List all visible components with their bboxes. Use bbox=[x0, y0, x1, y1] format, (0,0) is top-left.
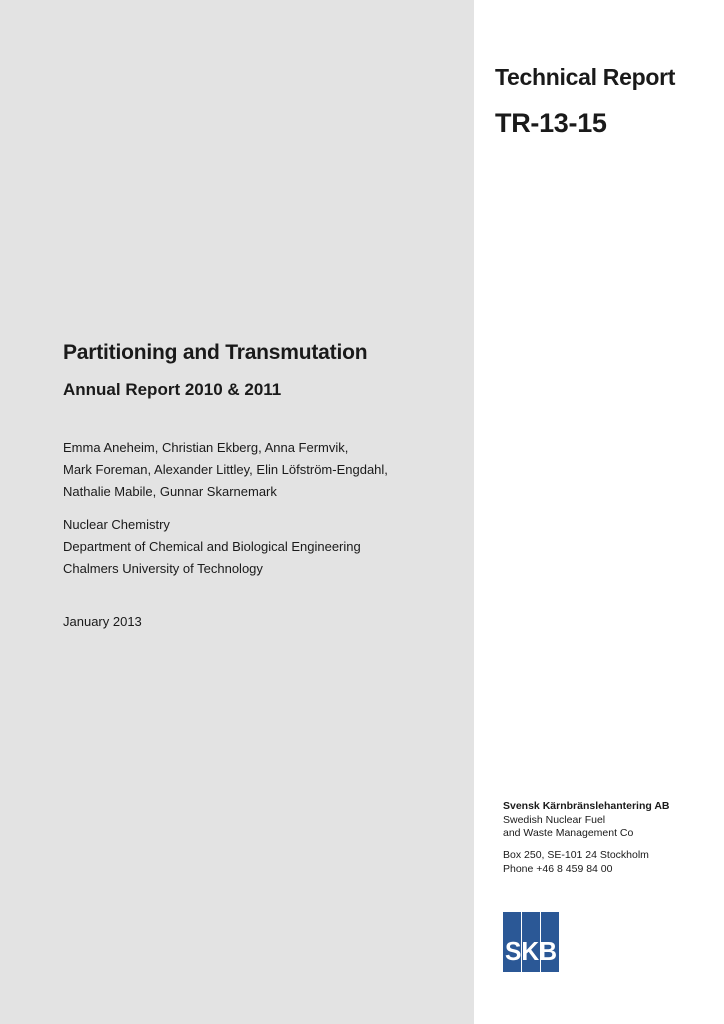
publisher-address: Box 250, SE-101 24 Stockholm bbox=[503, 849, 649, 861]
document-subtitle: Annual Report 2010 & 2011 bbox=[63, 380, 282, 399]
affiliation-line: Nuclear Chemistry bbox=[63, 517, 170, 532]
affiliation-line: Department of Chemical and Biological Engineering bbox=[63, 539, 361, 554]
publisher-name: Svensk Kärnbränslehantering AB bbox=[503, 800, 670, 812]
publisher-info bbox=[503, 800, 670, 841]
logo-text: SKB bbox=[505, 936, 557, 966]
authors bbox=[63, 437, 388, 503]
publisher-contact bbox=[503, 849, 649, 876]
publisher-phone: Phone +46 8 459 84 00 bbox=[503, 862, 613, 875]
document-title: Partitioning and Transmutation bbox=[63, 341, 368, 364]
authors-line: Emma Aneheim, Christian Ekberg, Anna Fermvik, bbox=[63, 440, 349, 455]
publisher-english-name: and Waste Management Co bbox=[503, 827, 634, 839]
affiliation-line: Chalmers University of Technology bbox=[63, 561, 263, 576]
skb-logo bbox=[503, 912, 559, 972]
authors-line: Nathalie Mabile, Gunnar Skarnemark bbox=[63, 484, 277, 499]
publisher-english-name: Swedish Nuclear Fuel bbox=[503, 813, 606, 826]
publication-date: January 2013 bbox=[63, 614, 142, 629]
authors-line: Mark Foreman, Alexander Littley, Elin Löfström-Engdahl, bbox=[63, 462, 388, 477]
report-number: TR-13-15 bbox=[495, 108, 607, 138]
report-type: Technical Report bbox=[495, 64, 676, 90]
affiliation bbox=[63, 514, 361, 580]
